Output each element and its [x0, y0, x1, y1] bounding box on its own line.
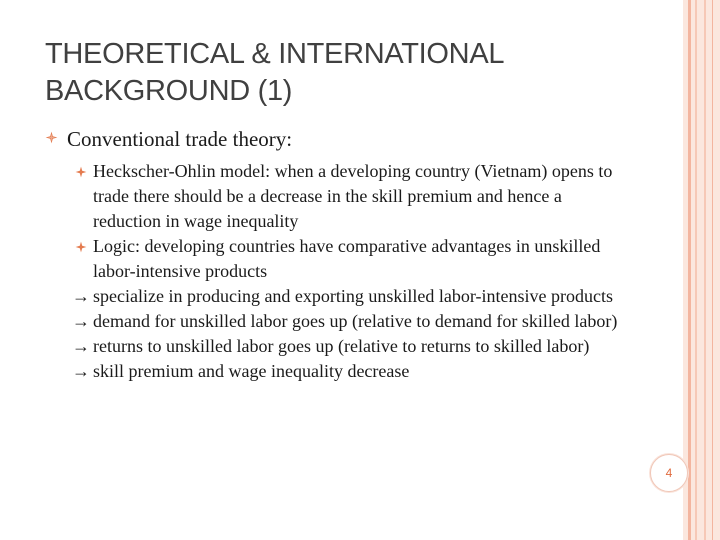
arrow-icon: →	[72, 361, 90, 381]
arrow-icon: →	[72, 336, 90, 356]
arrow-line	[72, 334, 632, 359]
arrow-line-text: skill premium and wage inequality decrease	[93, 361, 410, 381]
decorative-stripe	[695, 0, 697, 540]
sub-bullet-logic	[72, 234, 632, 284]
main-bullet-text: Conventional trade theory:	[67, 127, 293, 151]
decorative-stripe	[712, 0, 713, 540]
arrow-line	[72, 309, 632, 334]
title-line-1: THEORETICAL & INTERNATIONAL	[45, 38, 505, 70]
star-bullet-icon	[75, 166, 87, 178]
decorative-stripe	[704, 0, 706, 540]
decorative-stripe	[688, 0, 691, 540]
page-number-badge: 4	[650, 454, 688, 492]
arrow-line-text: specialize in producing and exporting unskilled labor-intensive products	[93, 286, 614, 306]
arrow-icon: →	[72, 311, 90, 331]
arrow-line	[72, 284, 632, 309]
star-bullet-icon	[75, 241, 87, 253]
title-line-2: BACKGROUND (1)	[45, 75, 293, 107]
slide-title	[45, 36, 645, 110]
sub-bullet-hecksher-ohlin	[72, 159, 632, 234]
star-bullet-icon	[45, 131, 58, 144]
arrow-line-text: demand for unskilled labor goes up (relative to demand for skilled labor)	[93, 311, 618, 331]
arrow-line	[72, 359, 632, 384]
arrow-icon: →	[72, 286, 90, 306]
sub-bullet-text: Heckscher-Ohlin model: when a developing country (Vietnam) opens to trade there should be a decrease in the skill premium and hence a reduction in wage inequality	[93, 161, 613, 231]
sub-bullet-text: Logic: developing countries have comparative advantages in unskilled labor-intensive products	[93, 236, 601, 281]
sub-bullet-list	[72, 159, 632, 384]
arrow-line-text: returns to unskilled labor goes up (relative to returns to skilled labor)	[93, 336, 590, 356]
